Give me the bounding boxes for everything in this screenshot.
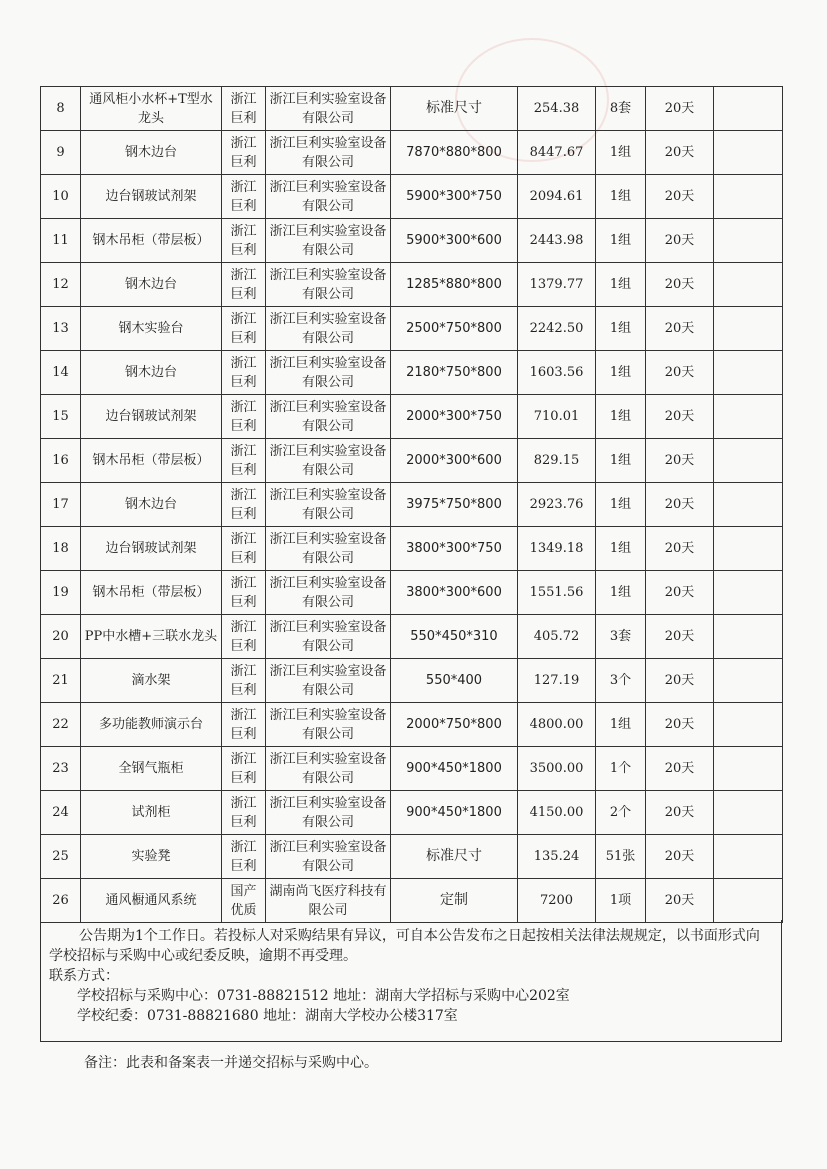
- empty-cell: [714, 791, 783, 835]
- item-brand: 浙江巨利: [222, 263, 266, 307]
- item-delivery-period: 20天: [646, 571, 714, 615]
- announcement-notice: [40, 920, 782, 1042]
- row-number: 15: [41, 395, 81, 439]
- item-delivery-period: 20天: [646, 703, 714, 747]
- item-delivery-period: 20天: [646, 395, 714, 439]
- empty-cell: [714, 263, 783, 307]
- item-quantity: 1组: [596, 571, 646, 615]
- item-unit-price: 405.72: [518, 615, 596, 659]
- item-manufacturer: 浙江巨利实验室设备有限公司: [266, 131, 391, 175]
- table-row: [41, 615, 783, 659]
- row-number: 24: [41, 791, 81, 835]
- item-quantity: 1组: [596, 483, 646, 527]
- item-unit-price: 2242.50: [518, 307, 596, 351]
- table-row: [41, 571, 783, 615]
- item-brand: 浙江巨利: [222, 835, 266, 879]
- table-row: [41, 263, 783, 307]
- item-spec: 2000*300*750: [391, 395, 518, 439]
- item-delivery-period: 20天: [646, 219, 714, 263]
- table-row: [41, 219, 783, 263]
- item-brand: 浙江巨利: [222, 571, 266, 615]
- item-manufacturer: 浙江巨利实验室设备有限公司: [266, 263, 391, 307]
- row-number: 16: [41, 439, 81, 483]
- item-unit-price: 4150.00: [518, 791, 596, 835]
- item-delivery-period: 20天: [646, 615, 714, 659]
- item-unit-price: 1379.77: [518, 263, 596, 307]
- item-unit-price: 2094.61: [518, 175, 596, 219]
- item-manufacturer: 浙江巨利实验室设备有限公司: [266, 175, 391, 219]
- notice-text: 公告期为1个工作日。若投标人对采购结果有异议，可自本公告发布之日起按相关法律法规规定，以书面形式向学校招标与采购中心或纪委反映，逾期不再受理。: [49, 928, 760, 964]
- item-spec: 5900*300*750: [391, 175, 518, 219]
- item-name: 实验凳: [81, 835, 222, 879]
- row-number: 9: [41, 131, 81, 175]
- item-spec: 1285*880*800: [391, 263, 518, 307]
- item-unit-price: 254.38: [518, 87, 596, 131]
- item-delivery-period: 20天: [646, 307, 714, 351]
- item-name: 钢木边台: [81, 263, 222, 307]
- item-unit-price: 1551.56: [518, 571, 596, 615]
- row-number: 12: [41, 263, 81, 307]
- item-delivery-period: 20天: [646, 175, 714, 219]
- contact-title: 联系方式：: [49, 968, 119, 984]
- item-name: 钢木边台: [81, 483, 222, 527]
- item-quantity: 1组: [596, 439, 646, 483]
- item-manufacturer: 浙江巨利实验室设备有限公司: [266, 395, 391, 439]
- item-quantity: 1组: [596, 527, 646, 571]
- item-quantity: 1组: [596, 351, 646, 395]
- empty-cell: [714, 87, 783, 131]
- item-delivery-period: 20天: [646, 747, 714, 791]
- item-unit-price: 135.24: [518, 835, 596, 879]
- item-name: 钢木实验台: [81, 307, 222, 351]
- row-number: 25: [41, 835, 81, 879]
- item-spec: 550*450*310: [391, 615, 518, 659]
- item-brand: 浙江巨利: [222, 483, 266, 527]
- item-brand: 浙江巨利: [222, 747, 266, 791]
- table-row: [41, 131, 783, 175]
- item-delivery-period: 20天: [646, 527, 714, 571]
- item-delivery-period: 20天: [646, 835, 714, 879]
- item-unit-price: 710.01: [518, 395, 596, 439]
- item-unit-price: 2443.98: [518, 219, 596, 263]
- item-quantity: 1组: [596, 131, 646, 175]
- item-delivery-period: 20天: [646, 791, 714, 835]
- row-number: 18: [41, 527, 81, 571]
- item-manufacturer: 浙江巨利实验室设备有限公司: [266, 703, 391, 747]
- item-name: 试剂柜: [81, 791, 222, 835]
- item-delivery-period: 20天: [646, 131, 714, 175]
- item-spec: 2180*750*800: [391, 351, 518, 395]
- item-unit-price: 1349.18: [518, 527, 596, 571]
- empty-cell: [714, 131, 783, 175]
- item-manufacturer: 浙江巨利实验室设备有限公司: [266, 659, 391, 703]
- item-quantity: 1组: [596, 703, 646, 747]
- item-spec: 2000*750*800: [391, 703, 518, 747]
- contact-discipline-committee: 学校纪委：0731-88821680 地址：湖南大学校办公楼317室: [77, 1008, 458, 1024]
- item-brand: 浙江巨利: [222, 439, 266, 483]
- row-number: 26: [41, 879, 81, 923]
- item-spec: 3800*300*600: [391, 571, 518, 615]
- empty-cell: [714, 307, 783, 351]
- item-delivery-period: 20天: [646, 659, 714, 703]
- item-name: 全钢气瓶柜: [81, 747, 222, 791]
- table-row: [41, 703, 783, 747]
- item-name: PP中水槽+三联水龙头: [81, 615, 222, 659]
- item-brand: 浙江巨利: [222, 307, 266, 351]
- item-unit-price: 2923.76: [518, 483, 596, 527]
- empty-cell: [714, 747, 783, 791]
- item-delivery-period: 20天: [646, 439, 714, 483]
- item-spec: 2000*300*600: [391, 439, 518, 483]
- row-number: 10: [41, 175, 81, 219]
- item-manufacturer: 浙江巨利实验室设备有限公司: [266, 439, 391, 483]
- item-name: 通风柜小水杯+T型水龙头: [81, 87, 222, 131]
- item-brand: 浙江巨利: [222, 527, 266, 571]
- row-number: 8: [41, 87, 81, 131]
- item-manufacturer: 浙江巨利实验室设备有限公司: [266, 527, 391, 571]
- item-spec: 2500*750*800: [391, 307, 518, 351]
- empty-cell: [714, 219, 783, 263]
- item-unit-price: 7200: [518, 879, 596, 923]
- item-name: 钢木吊柜（带层板）: [81, 571, 222, 615]
- item-name: 边台钢玻试剂架: [81, 395, 222, 439]
- table-row: [41, 527, 783, 571]
- item-spec: 定制: [391, 879, 518, 923]
- table-row: [41, 351, 783, 395]
- empty-cell: [714, 571, 783, 615]
- empty-cell: [714, 659, 783, 703]
- item-brand: 浙江巨利: [222, 395, 266, 439]
- item-unit-price: 8447.67: [518, 131, 596, 175]
- item-unit-price: 4800.00: [518, 703, 596, 747]
- item-quantity: 1组: [596, 219, 646, 263]
- item-unit-price: 1603.56: [518, 351, 596, 395]
- table-row: [41, 483, 783, 527]
- item-manufacturer: 浙江巨利实验室设备有限公司: [266, 747, 391, 791]
- item-quantity: 8套: [596, 87, 646, 131]
- table-row: [41, 835, 783, 879]
- row-number: 20: [41, 615, 81, 659]
- empty-cell: [714, 527, 783, 571]
- item-brand: 浙江巨利: [222, 131, 266, 175]
- item-manufacturer: 浙江巨利实验室设备有限公司: [266, 835, 391, 879]
- item-spec: 3975*750*800: [391, 483, 518, 527]
- row-number: 11: [41, 219, 81, 263]
- item-quantity: 1项: [596, 879, 646, 923]
- table-row: [41, 439, 783, 483]
- item-name: 钢木吊柜（带层板）: [81, 219, 222, 263]
- item-unit-price: 3500.00: [518, 747, 596, 791]
- item-spec: 标准尺寸: [391, 835, 518, 879]
- row-number: 23: [41, 747, 81, 791]
- item-quantity: 1个: [596, 747, 646, 791]
- table-row: [41, 747, 783, 791]
- item-quantity: 1组: [596, 307, 646, 351]
- table-row: [41, 307, 783, 351]
- item-name: 滴水架: [81, 659, 222, 703]
- item-brand: 浙江巨利: [222, 175, 266, 219]
- item-manufacturer: 浙江巨利实验室设备有限公司: [266, 307, 391, 351]
- item-quantity: 2个: [596, 791, 646, 835]
- item-brand: 浙江巨利: [222, 703, 266, 747]
- empty-cell: [714, 439, 783, 483]
- empty-cell: [714, 351, 783, 395]
- item-name: 多功能教师演示台: [81, 703, 222, 747]
- item-name: 边台钢玻试剂架: [81, 175, 222, 219]
- item-brand: 国产优质: [222, 879, 266, 923]
- item-spec: 900*450*1800: [391, 791, 518, 835]
- item-brand: 浙江巨利: [222, 351, 266, 395]
- row-number: 22: [41, 703, 81, 747]
- row-number: 17: [41, 483, 81, 527]
- item-brand: 浙江巨利: [222, 791, 266, 835]
- item-name: 钢木边台: [81, 351, 222, 395]
- item-quantity: 51张: [596, 835, 646, 879]
- item-manufacturer: 浙江巨利实验室设备有限公司: [266, 219, 391, 263]
- item-brand: 浙江巨利: [222, 219, 266, 263]
- item-manufacturer: 浙江巨利实验室设备有限公司: [266, 351, 391, 395]
- item-quantity: 1组: [596, 395, 646, 439]
- item-delivery-period: 20天: [646, 483, 714, 527]
- table-row: [41, 659, 783, 703]
- item-name: 通风橱通风系统: [81, 879, 222, 923]
- item-spec: 3800*300*750: [391, 527, 518, 571]
- empty-cell: [714, 879, 783, 923]
- table-row: [41, 175, 783, 219]
- remark-note: 备注：此表和备案表一并递交招标与采购中心。: [84, 1055, 378, 1071]
- item-quantity: 1组: [596, 263, 646, 307]
- item-delivery-period: 20天: [646, 351, 714, 395]
- empty-cell: [714, 703, 783, 747]
- item-unit-price: 127.19: [518, 659, 596, 703]
- contact-procurement-center: 学校招标与采购中心：0731-88821512 地址：湖南大学招标与采购中心202室: [77, 988, 570, 1004]
- row-number: 13: [41, 307, 81, 351]
- item-name: 钢木边台: [81, 131, 222, 175]
- table-row: [41, 791, 783, 835]
- row-number: 14: [41, 351, 81, 395]
- empty-cell: [714, 835, 783, 879]
- row-number: 21: [41, 659, 81, 703]
- item-name: 钢木吊柜（带层板）: [81, 439, 222, 483]
- procurement-result-table: [40, 86, 783, 923]
- item-spec: 5900*300*600: [391, 219, 518, 263]
- item-manufacturer: 浙江巨利实验室设备有限公司: [266, 483, 391, 527]
- item-quantity: 3套: [596, 615, 646, 659]
- item-manufacturer: 浙江巨利实验室设备有限公司: [266, 615, 391, 659]
- item-delivery-period: 20天: [646, 263, 714, 307]
- item-delivery-period: 20天: [646, 87, 714, 131]
- item-manufacturer: 浙江巨利实验室设备有限公司: [266, 791, 391, 835]
- table-row: [41, 87, 783, 131]
- item-brand: 浙江巨利: [222, 615, 266, 659]
- item-manufacturer: 浙江巨利实验室设备有限公司: [266, 571, 391, 615]
- table-row: [41, 879, 783, 923]
- item-name: 边台钢玻试剂架: [81, 527, 222, 571]
- empty-cell: [714, 483, 783, 527]
- item-manufacturer: 湖南尚飞医疗科技有限公司: [266, 879, 391, 923]
- item-quantity: 1组: [596, 175, 646, 219]
- item-quantity: 3个: [596, 659, 646, 703]
- item-spec: 900*450*1800: [391, 747, 518, 791]
- item-brand: 浙江巨利: [222, 87, 266, 131]
- empty-cell: [714, 175, 783, 219]
- item-brand: 浙江巨利: [222, 659, 266, 703]
- item-manufacturer: 浙江巨利实验室设备有限公司: [266, 87, 391, 131]
- item-unit-price: 829.15: [518, 439, 596, 483]
- item-spec: 7870*880*800: [391, 131, 518, 175]
- item-delivery-period: 20天: [646, 879, 714, 923]
- table-row: [41, 395, 783, 439]
- empty-cell: [714, 615, 783, 659]
- row-number: 19: [41, 571, 81, 615]
- item-spec: 550*400: [391, 659, 518, 703]
- item-spec: 标准尺寸: [391, 87, 518, 131]
- empty-cell: [714, 395, 783, 439]
